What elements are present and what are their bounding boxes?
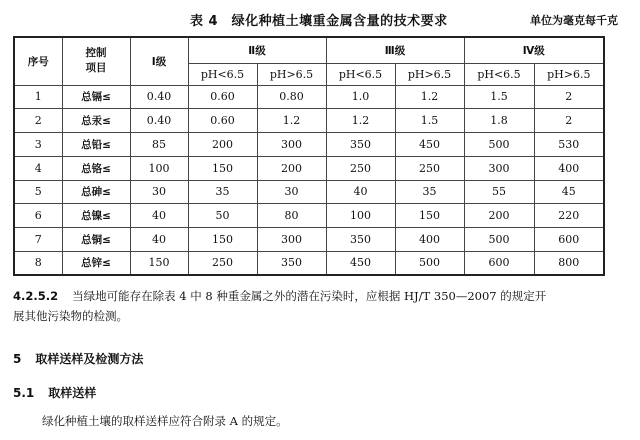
cell-seq: 4 xyxy=(14,156,62,180)
cell-grade4-high: 45 xyxy=(534,180,604,204)
table-caption-row xyxy=(0,8,640,28)
clause-number: 4.2.5.2 xyxy=(13,289,59,303)
cell-item: 总砷≤ xyxy=(62,180,130,204)
table-unit-note: 单位为毫克每千克 xyxy=(530,14,618,27)
cell-grade3-high: 500 xyxy=(395,251,464,275)
cell-grade3-high: 1.2 xyxy=(395,85,464,109)
cell-grade4-high: 530 xyxy=(534,133,604,157)
table-row xyxy=(14,251,604,275)
cell-grade4-low: 600 xyxy=(464,251,534,275)
section-number: 5 xyxy=(13,352,22,366)
header-item-label: 控制 项目 xyxy=(85,47,107,75)
cell-grade4-low: 1.5 xyxy=(464,85,534,109)
cell-grade1: 150 xyxy=(130,251,188,275)
cell-grade4-high: 400 xyxy=(534,156,604,180)
cell-grade3-low: 40 xyxy=(326,180,395,204)
cell-grade2-low: 150 xyxy=(188,156,257,180)
table-row xyxy=(14,133,604,157)
cell-grade3-low: 450 xyxy=(326,251,395,275)
cell-grade2-high: 200 xyxy=(257,156,326,180)
cell-grade1: 30 xyxy=(130,180,188,204)
cell-grade1: 0.40 xyxy=(130,109,188,133)
cell-seq: 8 xyxy=(14,251,62,275)
cell-item: 总锌≤ xyxy=(62,251,130,275)
cell-grade1: 100 xyxy=(130,156,188,180)
header-item xyxy=(62,37,130,85)
table-row xyxy=(14,156,604,180)
cell-grade3-high: 400 xyxy=(395,228,464,252)
cell-grade3-high: 450 xyxy=(395,133,464,157)
header-seq: 序号 xyxy=(14,37,62,85)
cell-seq: 2 xyxy=(14,109,62,133)
table-row xyxy=(14,228,604,252)
cell-grade4-high: 2 xyxy=(534,85,604,109)
cell-grade1: 85 xyxy=(130,133,188,157)
cell-grade4-low: 300 xyxy=(464,156,534,180)
cell-grade2-high: 30 xyxy=(257,180,326,204)
cell-seq: 7 xyxy=(14,228,62,252)
cell-grade2-high: 300 xyxy=(257,133,326,157)
cell-grade3-high: 35 xyxy=(395,180,464,204)
cell-item: 总铜≤ xyxy=(62,228,130,252)
cell-grade4-high: 2 xyxy=(534,109,604,133)
clause-4-2-5-2 xyxy=(13,286,613,326)
cell-grade3-low: 250 xyxy=(326,156,395,180)
cell-grade2-low: 250 xyxy=(188,251,257,275)
cell-grade3-low: 1.2 xyxy=(326,109,395,133)
cell-seq: 5 xyxy=(14,180,62,204)
header-grade-1: Ⅰ级 xyxy=(130,37,188,85)
cell-seq: 3 xyxy=(14,133,62,157)
header-ph-low: pH<6.5 xyxy=(464,63,534,85)
table-row xyxy=(14,204,604,228)
cell-grade2-low: 0.60 xyxy=(188,85,257,109)
cell-grade1: 40 xyxy=(130,228,188,252)
table-row xyxy=(14,85,604,109)
section-5-1-heading xyxy=(13,384,96,401)
cell-grade4-high: 220 xyxy=(534,204,604,228)
section-number: 5.1 xyxy=(13,386,35,400)
cell-grade4-high: 600 xyxy=(534,228,604,252)
cell-grade1: 40 xyxy=(130,204,188,228)
cell-grade2-low: 50 xyxy=(188,204,257,228)
header-ph-high: pH>6.5 xyxy=(534,63,604,85)
cell-grade3-low: 350 xyxy=(326,133,395,157)
cell-grade4-low: 500 xyxy=(464,228,534,252)
cell-item: 总汞≤ xyxy=(62,109,130,133)
cell-grade1: 0.40 xyxy=(130,85,188,109)
cell-grade2-low: 0.60 xyxy=(188,109,257,133)
clause-text-1: 当绿地可能存在除表 4 中 8 种重金属之外的潜在污染时，应根据 HJ/T 350—2007 的规定开 xyxy=(72,289,547,303)
cell-grade2-low: 35 xyxy=(188,180,257,204)
header-ph-high: pH>6.5 xyxy=(257,63,326,85)
heavy-metal-table xyxy=(13,36,605,276)
cell-item: 总铅≤ xyxy=(62,133,130,157)
cell-grade2-high: 300 xyxy=(257,228,326,252)
cell-grade3-high: 150 xyxy=(395,204,464,228)
header-grade-4: Ⅳ级 xyxy=(464,37,604,63)
cell-grade4-low: 200 xyxy=(464,204,534,228)
table-header-row-1 xyxy=(14,37,604,63)
cell-grade2-high: 80 xyxy=(257,204,326,228)
cell-seq: 6 xyxy=(14,204,62,228)
cell-item: 总镉≤ xyxy=(62,85,130,109)
cell-grade3-high: 1.5 xyxy=(395,109,464,133)
section-title: 取样送样及检测方法 xyxy=(35,352,144,366)
cell-grade3-low: 100 xyxy=(326,204,395,228)
section-5-1-text: 绿化种植土壤的取样送样应符合附录 A 的规定。 xyxy=(42,414,288,428)
cell-item: 总铬≤ xyxy=(62,156,130,180)
cell-grade3-low: 350 xyxy=(326,228,395,252)
cell-grade2-high: 1.2 xyxy=(257,109,326,133)
table-row xyxy=(14,180,604,204)
cell-grade3-high: 250 xyxy=(395,156,464,180)
header-ph-low: pH<6.5 xyxy=(326,63,395,85)
cell-grade4-low: 500 xyxy=(464,133,534,157)
cell-seq: 1 xyxy=(14,85,62,109)
header-ph-low: pH<6.5 xyxy=(188,63,257,85)
cell-grade2-low: 200 xyxy=(188,133,257,157)
cell-grade3-low: 1.0 xyxy=(326,85,395,109)
cell-grade4-low: 1.8 xyxy=(464,109,534,133)
header-grade-3: Ⅲ级 xyxy=(326,37,464,63)
header-ph-high: pH>6.5 xyxy=(395,63,464,85)
section-5-heading xyxy=(13,350,143,367)
header-grade-2: Ⅱ级 xyxy=(188,37,326,63)
cell-item: 总镍≤ xyxy=(62,204,130,228)
clause-line-1 xyxy=(13,286,613,306)
cell-grade2-low: 150 xyxy=(188,228,257,252)
table-caption: 表 4 绿化种植土壤重金属含量的技术要求 xyxy=(190,14,448,29)
cell-grade4-high: 800 xyxy=(534,251,604,275)
section-title: 取样送样 xyxy=(48,386,97,400)
table-row xyxy=(14,109,604,133)
cell-grade2-high: 350 xyxy=(257,251,326,275)
clause-line-2: 展其他污染物的检测。 xyxy=(13,309,128,323)
cell-grade4-low: 55 xyxy=(464,180,534,204)
cell-grade2-high: 0.80 xyxy=(257,85,326,109)
